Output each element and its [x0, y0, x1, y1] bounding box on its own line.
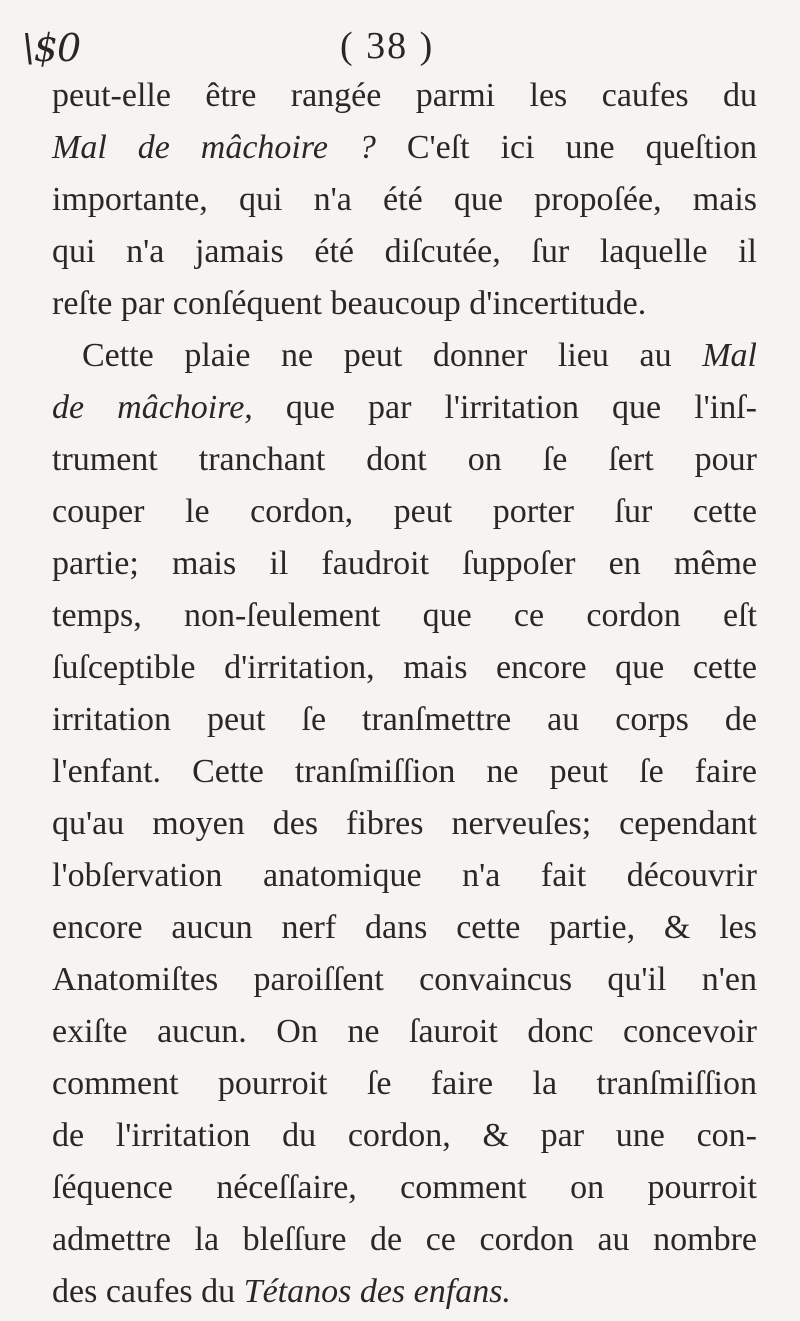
line-text: que par l'irritation que l'inſ- — [252, 389, 757, 426]
text-line — [52, 538, 757, 590]
text-line — [52, 954, 757, 1006]
body-text — [52, 70, 757, 1318]
line-text: qui n'a jamais été diſcutée, ſur laquelle il — [52, 233, 757, 270]
line-text: partie; mais il faudroit ſuppoſer en même — [52, 545, 757, 582]
text-line — [52, 70, 757, 122]
line-text: temps, non-ſeulement que ce cordon eſt — [52, 597, 757, 634]
line-text: trument tranchant dont on ſe ſert pour — [52, 441, 757, 478]
text-line — [52, 486, 757, 538]
text-line — [52, 382, 757, 434]
signature-mark: \$0 — [22, 26, 81, 70]
line-text: ſéquence néceſſaire, comment on pourroit — [52, 1169, 757, 1206]
text-line — [52, 1162, 757, 1214]
text-line — [52, 1058, 757, 1110]
text-line — [52, 694, 757, 746]
line-italic-text: de mâchoire, — [52, 389, 253, 426]
line-text: importante, qui n'a été que propoſée, mais — [52, 181, 757, 218]
line-text: admettre la bleſſure de ce cordon au nombre — [52, 1221, 757, 1258]
text-line — [52, 850, 757, 902]
text-line — [52, 1214, 757, 1266]
text-line — [52, 798, 757, 850]
line-text: irritation peut ſe tranſmettre au corps de — [52, 701, 757, 738]
text-line — [52, 278, 757, 330]
line-text: reſte par conſéquent beaucoup d'incertitude. — [52, 285, 647, 322]
text-line — [52, 1266, 757, 1318]
page-number: ( 38 ) — [340, 25, 435, 67]
line-text: peut-elle être rangée parmi les caufes du — [52, 77, 757, 114]
text-line — [52, 1110, 757, 1162]
line-text: de l'irritation du cordon, & par une con- — [52, 1117, 757, 1154]
text-line — [52, 330, 757, 382]
text-line — [52, 1006, 757, 1058]
text-line — [52, 122, 757, 174]
text-line — [52, 174, 757, 226]
line-italic-text: Tétanos des enfans. — [243, 1273, 511, 1310]
page-header — [0, 18, 800, 70]
line-text: couper le cordon, peut porter ſur cette — [52, 493, 757, 530]
text-line — [52, 226, 757, 278]
text-line — [52, 434, 757, 486]
line-italic-text: Mal de mâchoire ? — [52, 129, 376, 166]
line-text: C'eſt ici une queſtion — [375, 129, 758, 166]
line-text: Anatomiſtes paroiſſent convaincus qu'il n'en — [52, 961, 757, 998]
line-text: exiſte aucun. On ne ſauroit donc concevoir — [52, 1013, 757, 1050]
text-line — [52, 902, 757, 954]
line-text: l'enfant. Cette tranſmiſſion ne peut ſe faire — [52, 753, 757, 790]
line-text: qu'au moyen des fibres nerveuſes; cependant — [52, 805, 757, 842]
text-line — [52, 642, 757, 694]
text-line — [52, 590, 757, 642]
line-text: l'obſervation anatomique n'a fait découvrir — [52, 857, 757, 894]
line-italic-text: Mal — [702, 337, 757, 374]
line-text: ſuſceptible d'irritation, mais encore que cette — [52, 649, 757, 686]
text-line — [52, 746, 757, 798]
line-text: encore aucun nerf dans cette partie, & les — [52, 909, 757, 946]
line-text: Cette plaie ne peut donner lieu au — [82, 337, 703, 374]
line-text: comment pourroit ſe faire la tranſmiſſion — [52, 1065, 757, 1102]
line-text: des caufes du — [52, 1273, 244, 1310]
